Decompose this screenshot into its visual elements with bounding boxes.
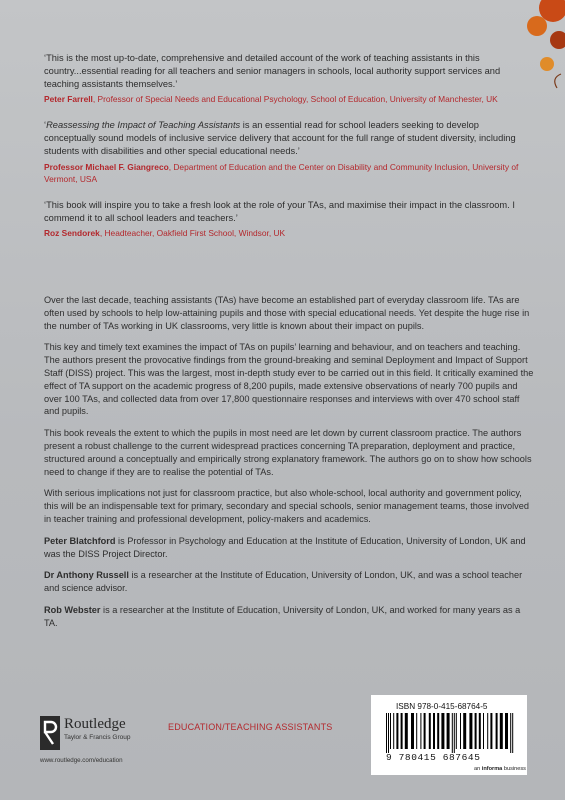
barcode-bar [505,713,508,749]
barcode-bar [388,713,389,753]
barcode [384,713,514,753]
blurb-paragraph: This book reveals the extent to which the pupils in most need are let down by current classroom practice. The authors present a robust challenge to the current widespread practices concerning TA preparation, deployment and practice, structured around a conceptually and empirically strong explanatory framework. The authors go on to show how schools need to change if they are to realise the potential of TAs. [44,428,532,477]
barcode-bar [386,713,387,753]
subject-category: EDUCATION/TEACHING ASSISTANTS [168,722,333,732]
barcode-bar [454,713,455,753]
barcode-bar [463,713,466,749]
informa-business-label: an informa business [474,766,526,772]
endorsement-text: ‘This is the most up-to-date, comprehensive and detailed account of the work of teaching assistants in this country...essential reading for all teachers and senior managers in schools, local authority support services and teaching assistants themselves.’ [44,53,501,89]
barcode-bar [437,713,439,749]
endorsement-attribution [44,227,524,239]
blurb-paragraph: Over the last decade, teaching assistants (TAs) have become an established part of everyday classroom life. TAs are often used by schools to help low-attaining pupils and those with special educational needs. Yet despite the huge rise in the number of TAs working in UK classrooms, very little is known about their impact on pupils. [44,295,530,331]
barcode-bar [433,713,435,749]
barcode-digits: 9 780415 687645 [386,752,481,763]
publisher-group: Taylor & Francis Group [64,734,131,741]
author-bio: Peter Blatchford is Professor in Psychology and Education at the Institute of Education, University of London, UK and was the DISS Project Director. [44,535,526,559]
barcode-bar [393,713,394,749]
barcode-bar [469,713,472,749]
barcode-bar [441,713,444,749]
barcode-bar [405,713,408,749]
barcode-bar [512,713,513,753]
barcode-bar [447,713,450,749]
barcode-bar [390,713,391,749]
endorser-affiliation: , Professor of Special Needs and Educational Psychology, School of Education, University of Manchester, UK [92,94,498,105]
barcode-bar [483,713,484,749]
author-name: Peter Blatchford [44,535,116,546]
endorser-affiliation: , Headteacher, Oakfield First School, Windsor, UK [99,228,286,239]
endorsement-text: ‘This book will inspire you to take a fresh look at the role of your TAs, and maximise their impact in the classroom. I commend it to all school leaders and teachers.’ [44,199,515,223]
barcode-bar [401,713,403,749]
endorsement-2 [44,119,524,184]
author-name: Rob Webster [44,604,101,615]
barcode-bar [475,713,477,749]
barcode-bar [500,713,503,749]
blurb [44,294,534,639]
barcode-bar [479,713,481,749]
author-bio: Dr Anthony Russell is a researcher at the Institute of Education, University of London, UK, and was a school teacher and science advisor. [44,570,523,594]
barcode-bar [452,713,453,753]
publisher-name: Routledge [64,716,126,732]
barcode-bar [396,713,398,749]
barcode-bar [490,713,492,749]
endorsement-1 [44,52,524,105]
author-bio: Rob Webster is a researcher at the Institute of Education, University of London, UK, and worked for many years as a TA. [44,604,521,628]
endorsement-attribution [44,161,524,185]
barcode-bar [510,713,511,753]
endorsements [44,52,524,253]
routledge-logo-icon [40,716,60,750]
endorsement-text: ‘Reassessing the Impact of Teaching Assistants is an essential read for school leaders seeking to develop conceptually sound models of inclusive service delivery that account for the full range of student diversity, including students with disabilities and other special educational needs.’ [44,120,516,156]
barcode-bar [429,713,431,749]
isbn: ISBN 978-0-415-68764-5 [396,702,488,711]
endorsement-3 [44,199,524,240]
barcode-bar [496,713,498,749]
barcode-bar [456,713,457,749]
barcode-bar [411,713,414,749]
endorser-affiliation: , Department of Education and the Center on Disability and Community Inclusion, University of Vermont, USA [44,161,519,184]
book-title: Reassessing the Impact of Teaching Assistants [46,120,241,131]
barcode-bar [460,713,461,749]
endorser-name: Roz Sendorek [44,228,100,239]
blurb-paragraph: This key and timely text examines the impact of TAs on pupils’ learning and behaviour, and on teachers and teaching. The authors present the provocative findings from the ground-breaking and seminal Deployment and Impact of Support Staff (DISS) project. This was the largest, most in-depth study ever to be carried out in this field. It critically examined the effect of TA support on the academic progress of 8,200 pupils, made extensive observations of nearly 700 pupils and over 100 TAs, and collected data from over 17,800 questionnaire responses and interviews with over 470 school staff and pupils. [44,342,534,417]
barcode-bar [487,713,488,749]
blurb-paragraph: With serious implications not just for classroom practice, but also whole-school, local authority and government policy, this will be an indispensable text for primary, secondary and special schools, senior management teams, those involved in teacher training and professional development, policy-makers and academics. [44,488,529,524]
endorser-name: Peter Farrell [44,94,93,105]
publisher-website: www.routledge.com/education [40,757,123,764]
publisher-block [64,716,130,741]
barcode-bar [420,713,421,749]
endorser-name: Professor Michael F. Giangreco [44,161,169,172]
barcode-bar [416,713,417,749]
endorsement-attribution [44,93,524,105]
author-name: Dr Anthony Russell [44,570,129,581]
barcode-bar [424,713,426,749]
